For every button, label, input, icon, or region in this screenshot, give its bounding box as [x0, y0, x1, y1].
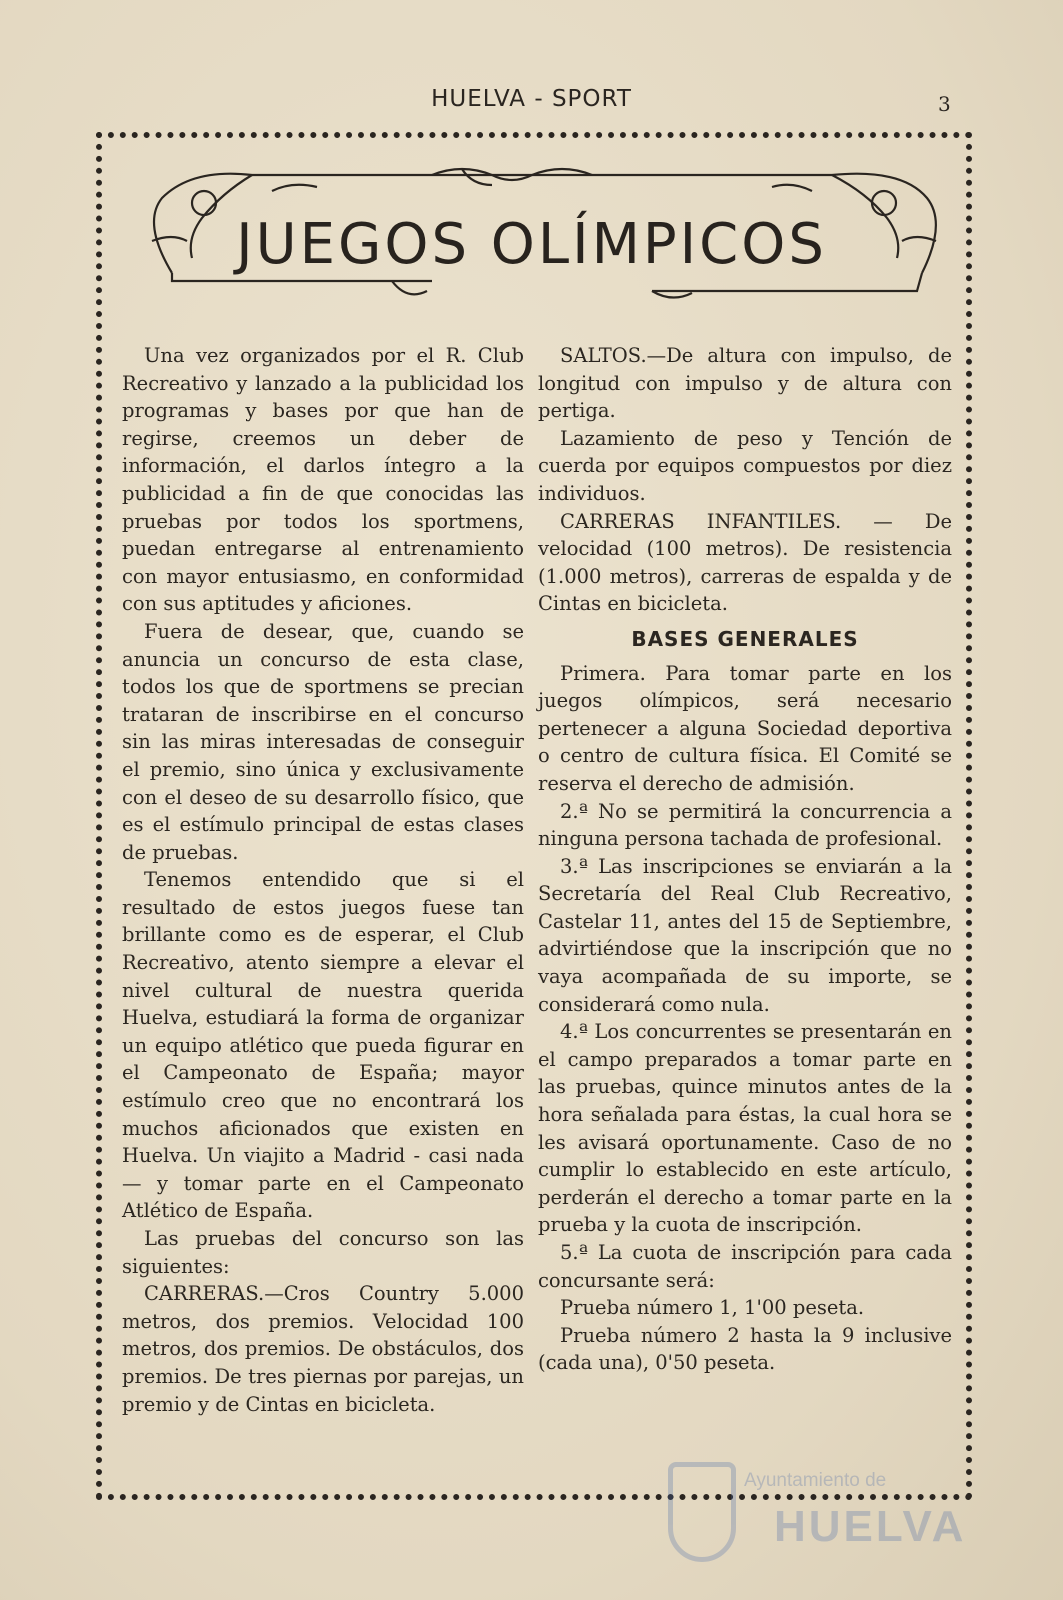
watermark-top-text: Ayuntamiento de	[744, 1470, 887, 1491]
running-head: HUELVA - SPORT	[431, 86, 632, 112]
coat-of-arms-icon	[668, 1462, 736, 1562]
paragraph: Una vez organizados por el R. Club Recreativo y lanzado a la publicidad los programas y bases por que han de regirse, creemos un deber de información, el darlos íntegro a la publicidad a fin de que conocidas las pruebas por todos los sportmens, puedan entregarse al entrenamiento con mayor entusiasmo, en conformidad con sus aptitudes y aficiones.	[122, 344, 524, 616]
article-title: JUEGOS OLÍMPICOS	[236, 212, 827, 277]
paragraph: Primera. Para tomar parte en los juegos olímpicos, será necesario pertenecer a alguna Sociedad deportiva o centro de cultura física. El Comité se reserva el derecho de admisión.	[538, 661, 952, 795]
page-number: 3	[938, 92, 951, 116]
section-heading: BASES GENERALES	[631, 626, 859, 651]
watermark	[662, 1442, 967, 1582]
paragraph: Tenemos entendido que si el resultado de estos juegos fuese tan brillante como es de esperar, el Club Recreativo, atento siempre a elevar el nivel cultural de nuestra querida Huelva, estudiará la forma de organizar un equipo atlético que pueda figurar en el Campeonato de España; mayor estímulo creo que no encontrará los muchos aficionados que existen en Huelva. Un viajito a Madrid - casi nada— y tomar parte en el Campeonato Atlético de España.	[122, 868, 524, 1223]
paragraph: Lazamiento de peso y Tención de cuerda por equipos compuestos por diez individuos.	[538, 426, 952, 505]
right-column	[538, 342, 952, 1377]
paragraph: SALTOS.—De altura con impulso, de longitud con impulso y de altura con pertiga.	[538, 344, 952, 423]
paragraph: Las pruebas del concurso son las siguientes:	[122, 1227, 524, 1278]
watermark-name: HUELVA	[774, 1502, 967, 1551]
paragraph: CARRERAS.—Cros Country 5.000 metros, dos premios. Velocidad 100 metros, dos premios. De obstáculos, dos premios. De tres piernas por parejas, un premio y de Cintas en bicicleta.	[122, 1282, 524, 1416]
paragraph: Prueba número 1, 1'00 peseta.	[560, 1296, 865, 1320]
paragraph: 4.ª Los concurrentes se presentarán en el campo preparados a tomar parte en las pruebas, quince minutos antes de la hora señalada para éstas, la cual hora se les avisará oportunamente. Caso de no cumplir lo establecido en este artículo, perderán el derecho a tomar parte en la prueba y la cuota de inscripción.	[538, 1020, 952, 1237]
paragraph: Fuera de desear, que, cuando se anuncia un concurso de esta clase, todos los que de sportmens se precian trataran de inscribirse en el concurso sin las miras interesadas de conseguir el premio, sino única y exclusivamente con el deseo de su desarrollo físico, que es el estímulo principal de estas clases de pruebas.	[122, 619, 524, 864]
paragraph: CARRERAS INFANTILES. — De velocidad (100 metros). De resistencia (1.000 metros), carreras de espalda y de Cintas en bicicleta.	[538, 509, 952, 616]
paragraph: Prueba número 2 hasta la 9 inclusive (cada una), 0'50 peseta.	[538, 1323, 952, 1375]
paragraph: 2.ª No se permitirá la concurrencia a ninguna persona tachada de profesional.	[538, 799, 952, 851]
paragraph: 3.ª Las inscripciones se enviarán a la Secretaría del Real Club Recreativo, Castelar 11, antes del 15 de Septiembre, advirtiéndose que la inscripción que no vaya acompañada de su importe, se considerará como nula.	[538, 854, 952, 1016]
left-column	[122, 342, 524, 1418]
paragraph: 5.ª La cuota de inscripción para cada concursante será:	[538, 1241, 952, 1292]
